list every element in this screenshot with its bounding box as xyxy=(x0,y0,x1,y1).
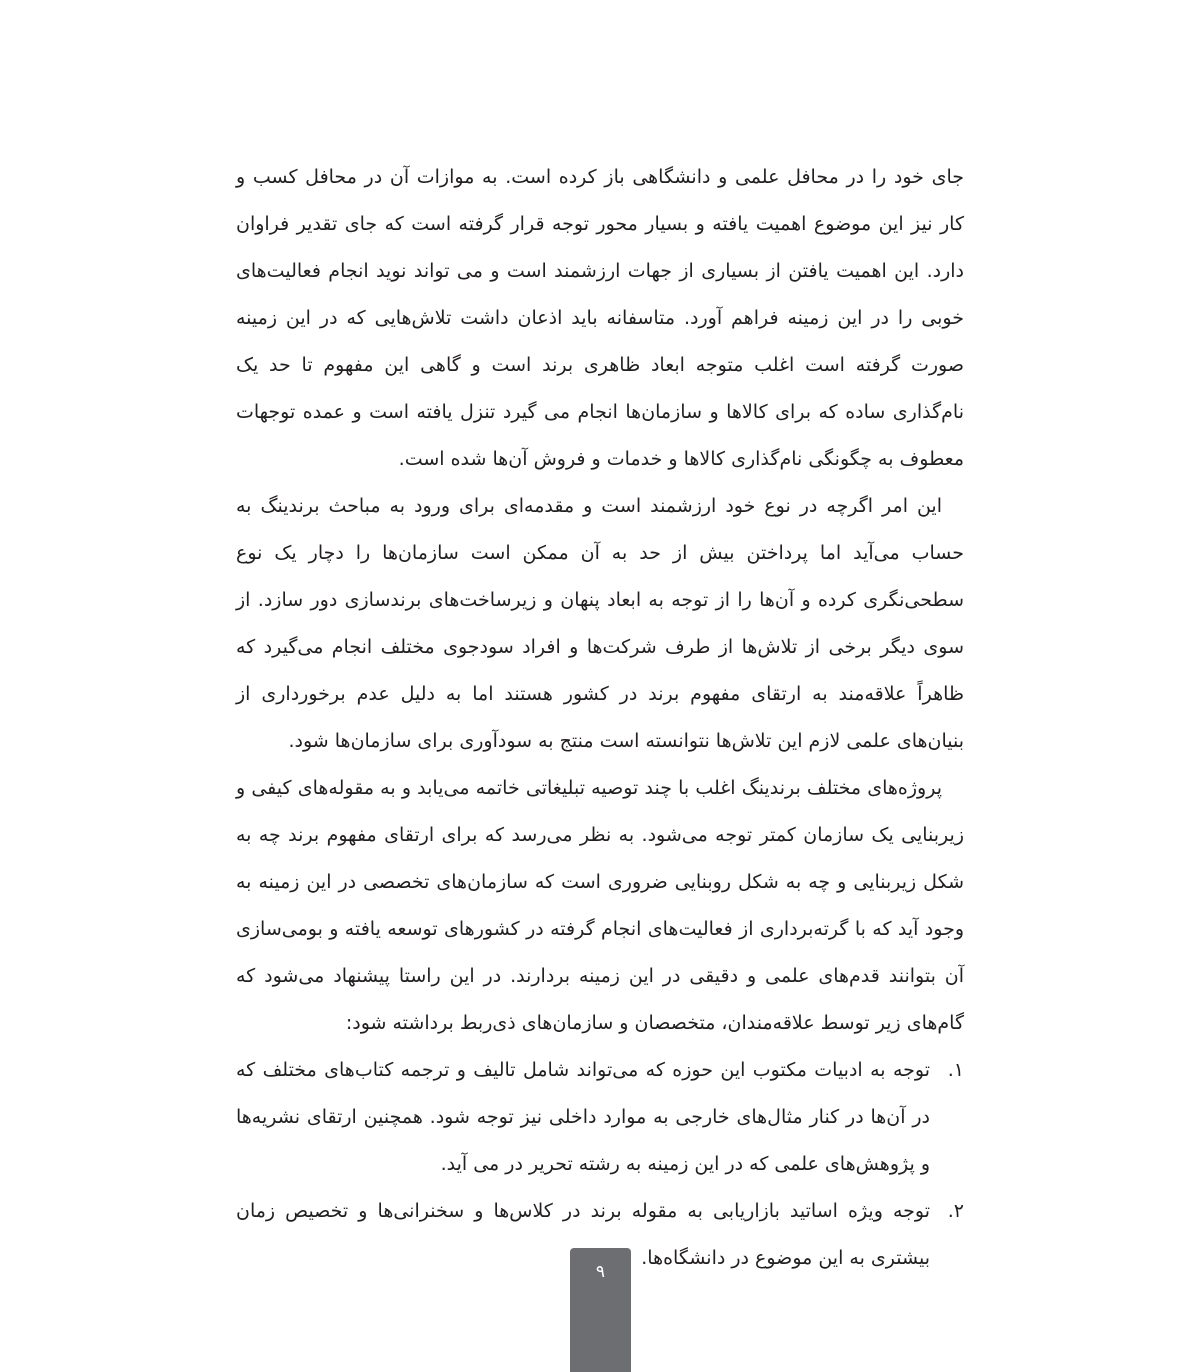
page-number-tab xyxy=(570,1248,631,1372)
list-number: ۱. xyxy=(947,1059,964,1081)
list-item xyxy=(236,1047,964,1188)
paragraph: پروژه‌های مختلف برندینگ اغلب با چند توصیه تبلیغاتی خاتمه می‌یابد و به مقوله‌های کیفی و زیربنایی یک سازمان کمتر توجه می‌شود. به نظر می‌رسد که برای ارتقای مفهوم برند چه به شکل زیربنایی و چه به شکل روبنایی ضروری است که سازمان‌های تخصصی در این زمینه به وجود آید که با گرته‌برداری از فعالیت‌های انجام گرفته در کشورهای توسعه یافته و بومی‌سازی آن بتوانند قدم‌های علمی و دقیقی در این زمینه بردارند. در این راستا پیشنهاد می‌شود که گام‌های زیر توسط علاقه‌مندان، متخصصان و سازمان‌های ذی‌ربط برداشته شود: xyxy=(236,777,964,1034)
body-text xyxy=(236,154,964,1282)
list-number: ۲. xyxy=(947,1200,964,1222)
list-item-text: توجه به ادبیات مکتوب این حوزه که می‌تواند شامل تالیف و ترجمه کتاب‌های مختلف که در آن‌ها در کنار مثال‌های خارجی به موارد داخلی نیز توجه شود. همچنین ارتقای نشریه‌ها و پژوهش‌های علمی که در این زمینه به رشته تحریر در می آید. xyxy=(236,1059,930,1175)
paragraph: این امر اگرچه در نوع خود ارزشمند است و مقدمه‌ای برای ورود به مباحث برندینگ به حساب می‌آید اما پرداختن بیش از حد به آن ممکن است سازمان‌ها را دچار یک نوع سطحی‌نگری کرده و آن‌ها را از توجه به ابعاد پنهان و زیرساخت‌های برندسازی دور سازد. از سوی دیگر برخی از تلاش‌ها از طرف شرکت‌ها و افراد سودجوی مختلف انجام می‌گیرد که ظاهراً علاقه‌مند به ارتقای مفهوم برند در کشور هستند اما به دلیل عدم برخورداری از بنیان‌های علمی لازم این تلاش‌ها نتوانسته است منتج به سودآوری برای سازمان‌ها شود. xyxy=(236,495,964,752)
paragraph: جای خود را در محافل علمی و دانشگاهی باز کرده است. به موازات آن در محافل کسب و کار نیز این موضوع اهمیت یافته و بسیار محور توجه قرار گرفته است که جای تقدیر فراوان دارد. این اهمیت یافتن از بسیاری از جهات ارزشمند است و می تواند نوید انجام فعالیت‌های خوبی را در این زمینه فراهم آورد. متاسفانه باید اذعان داشت تلاش‌هایی که در این زمینه صورت گرفته است اغلب متوجه ابعاد ظاهری برند است و گاهی این مفهوم تا حد یک نام‌گذاری ساده که برای کالاها و سازمان‌ها انجام می گیرد تنزل یافته است و عمده توجهات معطوف به چگونگی نام‌گذاری کالاها و خدمات و فروش آن‌ها شده است. xyxy=(236,166,964,470)
numbered-list xyxy=(236,1047,964,1282)
page-number: ۹ xyxy=(595,1262,606,1282)
list-item-text: توجه ویژه اساتید بازاریابی به مقوله برند در کلاس‌ها و سخنرانی‌ها و تخصیص زمان بیشتری به این موضوع در دانشگاه‌ها. xyxy=(236,1200,930,1269)
